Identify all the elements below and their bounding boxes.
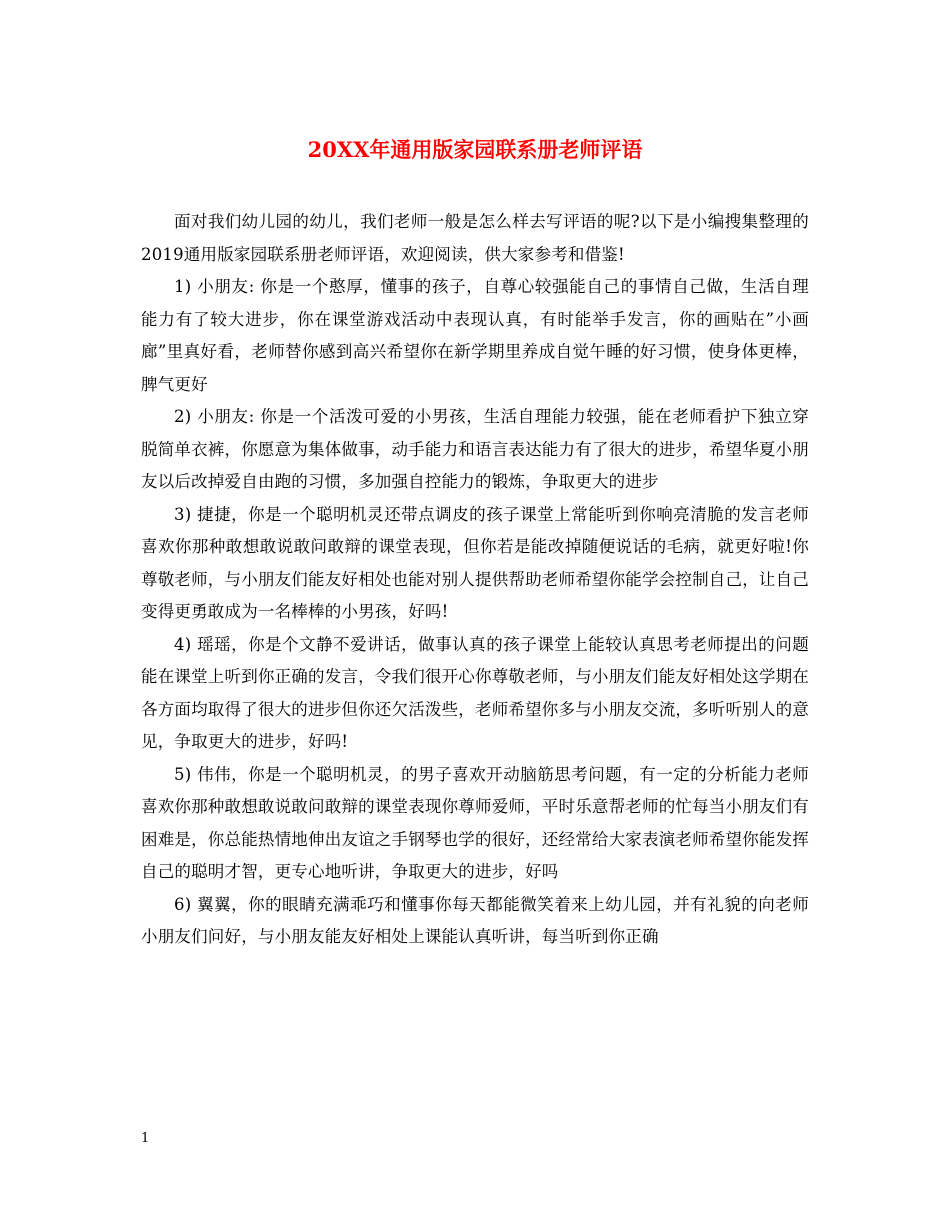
document-body <box>141 206 809 954</box>
comment-paragraph-6: 6) 翼翼，你的眼睛充满乖巧和懂事你每天都能微笑着来上幼儿园，并有礼貌的向老师小朋友们问好，与小朋友能友好相处上课能认真听讲，每当听到你正确 <box>141 894 809 946</box>
intro-paragraph: 面对我们幼儿园的幼儿，我们老师一般是怎么样去写评语的呢?以下是小编搜集整理的2019通用版家园联系册老师评语，欢迎阅读，供大家参考和借鉴! <box>141 212 809 264</box>
page-number: 1 <box>141 1131 150 1146</box>
comment-paragraph-2: 2) 小朋友: 你是一个活泼可爱的小男孩，生活自理能力较强，能在老师看护下独立穿脱简单衣裤，你愿意为集体做事，动手能力和语言表达能力有了很大的进步，希望华夏小朋友以后改掉爱自由跑的习惯，多加强自控能力的锻炼，争取更大的进步 <box>141 407 809 491</box>
comment-paragraph-4: 4) 瑶瑶，你是个文静不爱讲话，做事认真的孩子课堂上能较认真思考老师提出的问题能在课堂上听到你正确的发言，令我们很开心你尊敬老师，与小朋友们能友好相处这学期在各方面均取得了很大的进步但你还欠活泼些，老师希望你多与小朋友交流，多听听别人的意见，争取更大的进步，好吗! <box>141 634 809 751</box>
comment-paragraph-5: 5) 伟伟，你是一个聪明机灵，的男子喜欢开动脑筋思考问题，有一定的分析能力老师喜欢你那种敢想敢说敢问敢辩的课堂表现你尊师爱师，平时乐意帮老师的忙每当小朋友们有困难是，你总能热情地伸出友谊之手钢琴也学的很好，还经常给大家表演老师希望你能发挥自己的聪明才智，更专心地听讲，争取更大的进步，好吗 <box>141 764 809 881</box>
page-title: 20XX年通用版家园联系册老师评语 <box>307 137 643 162</box>
comment-paragraph-1: 1) 小朋友: 你是一个憨厚，懂事的孩子，自尊心较强能自己的事情自己做，生活自理能力有了较大进步，你在课堂游戏活动中表现认真，有时能举手发言，你的画贴在”小画廊”里真好看，老师替你感到高兴希望你在新学期里养成自觉午睡的好习惯，使身体更棒，脾气更好 <box>141 277 809 394</box>
comment-paragraph-3: 3) 捷捷，你是一个聪明机灵还带点调皮的孩子课堂上常能听到你响亮清脆的发言老师喜欢你那种敢想敢说敢问敢辩的课堂表现，但你若是能改掉随便说话的毛病，就更好啦!你尊敬老师，与小朋友们能友好相处也能对别人提供帮助老师希望你能学会控制自己，让自己变得更勇敢成为一名棒棒的小男孩，好吗! <box>141 504 809 621</box>
